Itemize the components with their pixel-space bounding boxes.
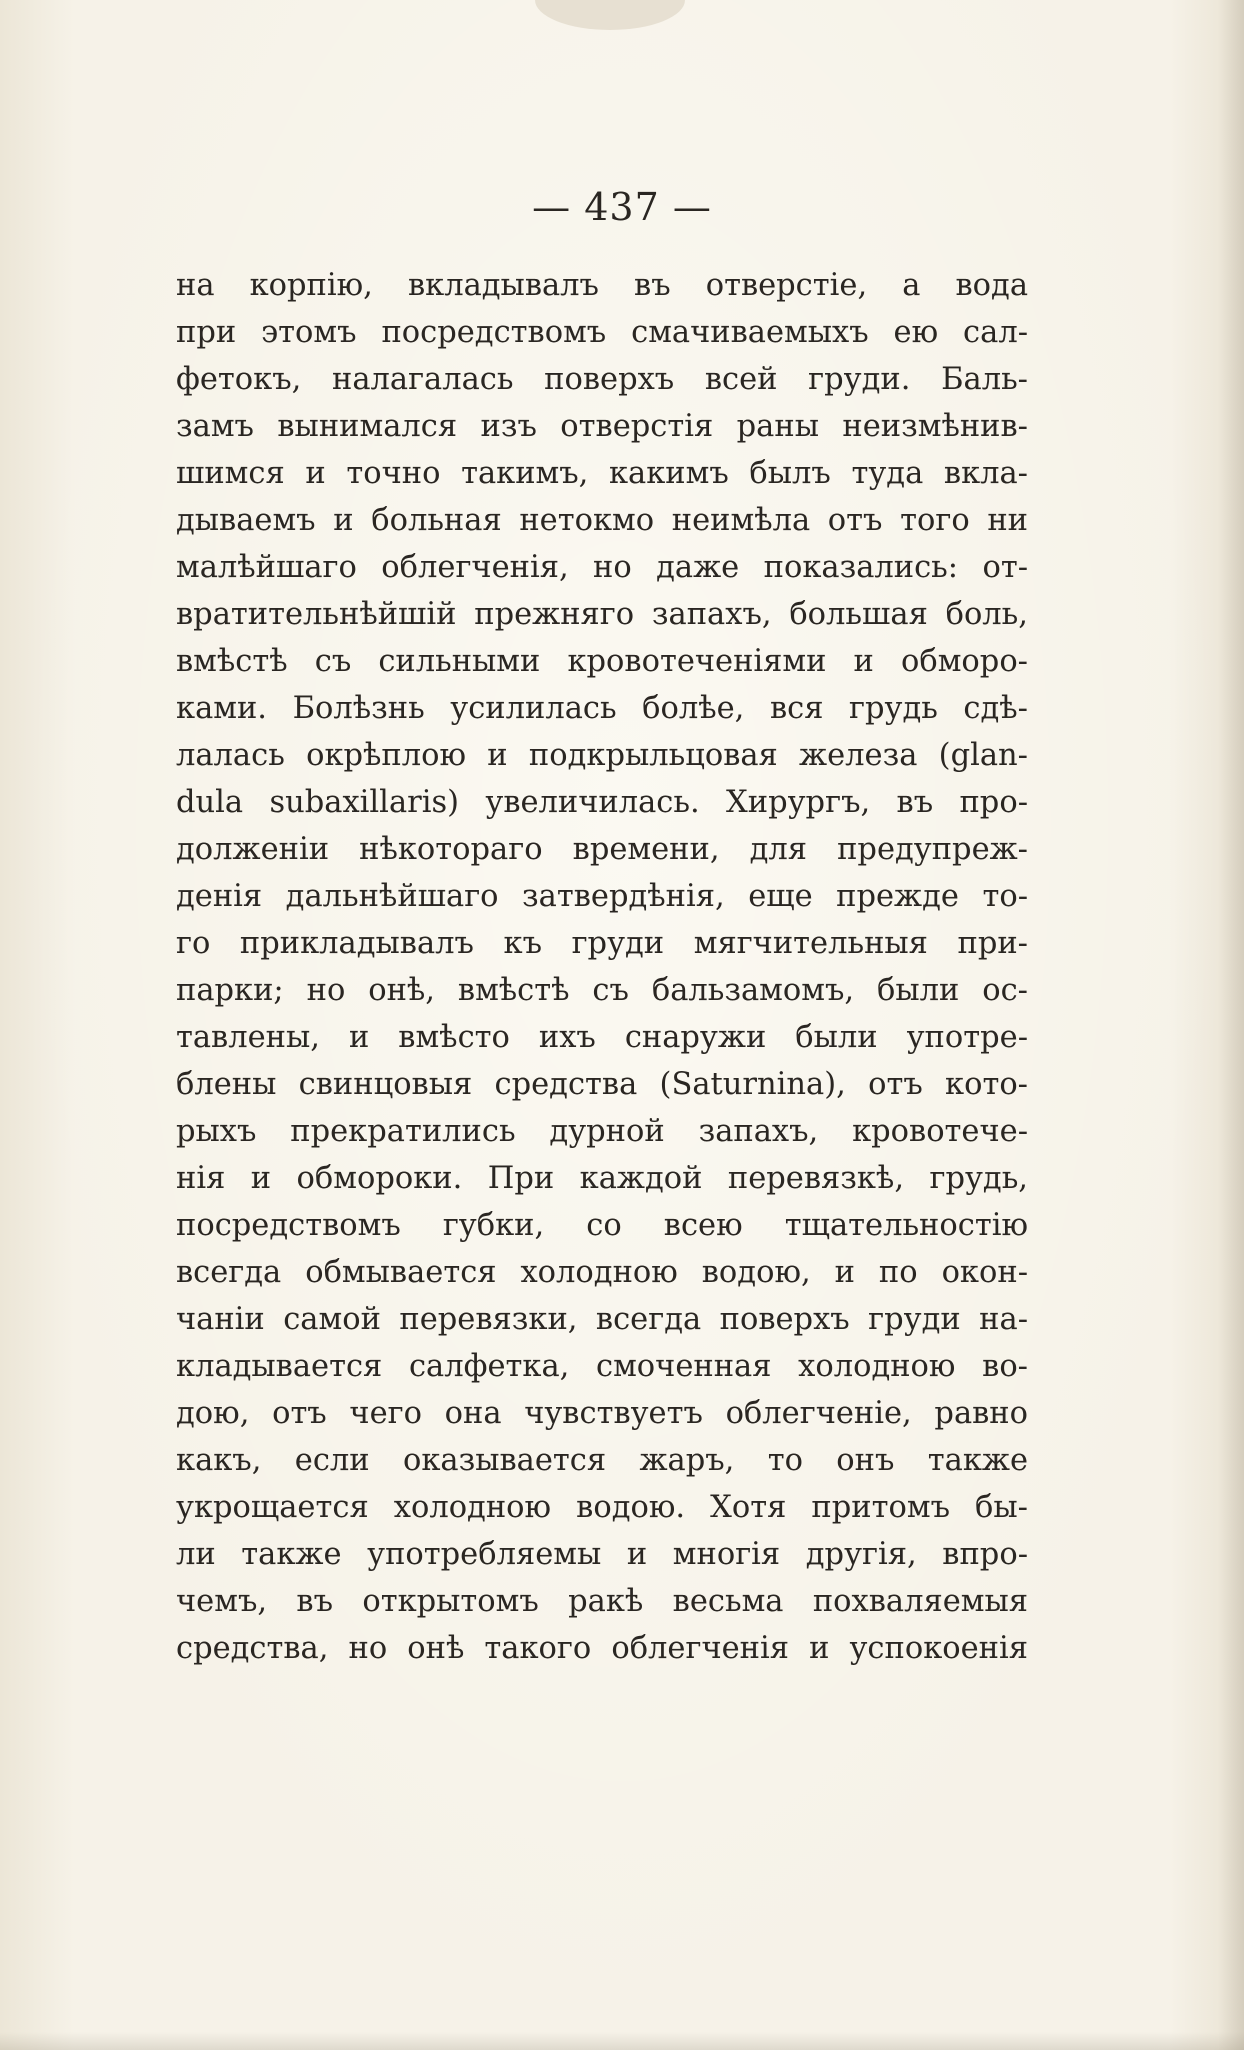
text-line: всегда обмывается холодною водою, и по окон- — [176, 1255, 1028, 1290]
text-line: укрощается холодною водою. Хотя притомъ бы- — [176, 1490, 1028, 1525]
text-line: замъ вынимался изъ отверстія раны неизмѣнив- — [176, 409, 1028, 444]
text-line: чемъ, въ открытомъ ракѣ весьма похваляемыя — [176, 1584, 1028, 1619]
text-line: кладывается салфетка, смоченная холодною во- — [176, 1349, 1028, 1384]
text-line: какъ, если оказывается жаръ, то онъ также — [176, 1443, 1028, 1478]
paper-stain — [535, 0, 685, 30]
text-line: лалась окрѣплою и подкрыльцовая железа (glan- — [176, 738, 1028, 773]
page-number: — 437 — — [532, 185, 712, 229]
text-line: средства, но онѣ такого облегченія и успокоенія — [176, 1631, 1028, 1666]
text-line: ками. Болѣзнь усилилась болѣе, вся грудь сдѣ- — [176, 691, 1028, 726]
text-line: долженіи нѣкотораго времени, для предупреж- — [176, 832, 1028, 867]
text-line: вмѣстѣ съ сильными кровотеченіями и обморо- — [176, 644, 1028, 679]
page-bottom-shadow — [0, 2032, 1244, 2050]
text-line: дою, отъ чего она чувствуетъ облегченіе, равно — [176, 1396, 1028, 1431]
text-line: малѣйшаго облегченія, но даже показались: от- — [176, 550, 1028, 585]
text-line: тавлены, и вмѣсто ихъ снаружи были употре- — [176, 1020, 1028, 1055]
text-line: ли также употребляемы и многія другія, впро- — [176, 1537, 1028, 1572]
body-text — [176, 262, 1028, 1672]
text-line: го прикладывалъ къ груди мягчительныя при- — [176, 926, 1028, 961]
text-line: dula subaxillaris) увеличилась. Хирургъ, въ про- — [176, 785, 1028, 820]
text-line: рыхъ прекратились дурной запахъ, кровотече- — [176, 1114, 1028, 1149]
text-line: фетокъ, налагалась поверхъ всей груди. Баль- — [176, 362, 1028, 397]
text-line: вратительнѣйшій прежняго запахъ, большая боль, — [176, 597, 1028, 632]
text-line: денія дальнѣйшаго затвердѣнія, еще прежде то- — [176, 879, 1028, 914]
text-line: посредствомъ губки, со всею тщательностію — [176, 1208, 1028, 1243]
text-line: парки; но онѣ, вмѣстѣ съ бальзамомъ, были ос- — [176, 973, 1028, 1008]
text-line: чаніи самой перевязки, всегда поверхъ груди на- — [176, 1302, 1028, 1337]
text-line: при этомъ посредствомъ смачиваемыхъ ею сал- — [176, 315, 1028, 350]
text-line: дываемъ и больная нетокмо неимѣла отъ того ни — [176, 503, 1028, 538]
text-line: нія и обмороки. При каждой перевязкѣ, грудь, — [176, 1161, 1028, 1196]
page-edge-shadow — [1218, 0, 1244, 2050]
text-line: на корпію, вкладывалъ въ отверстіе, а вода — [176, 268, 1028, 303]
text-line: шимся и точно такимъ, какимъ былъ туда вкла- — [176, 456, 1028, 491]
text-line: блены свинцовыя средства (Saturnina), отъ кото- — [176, 1067, 1028, 1102]
